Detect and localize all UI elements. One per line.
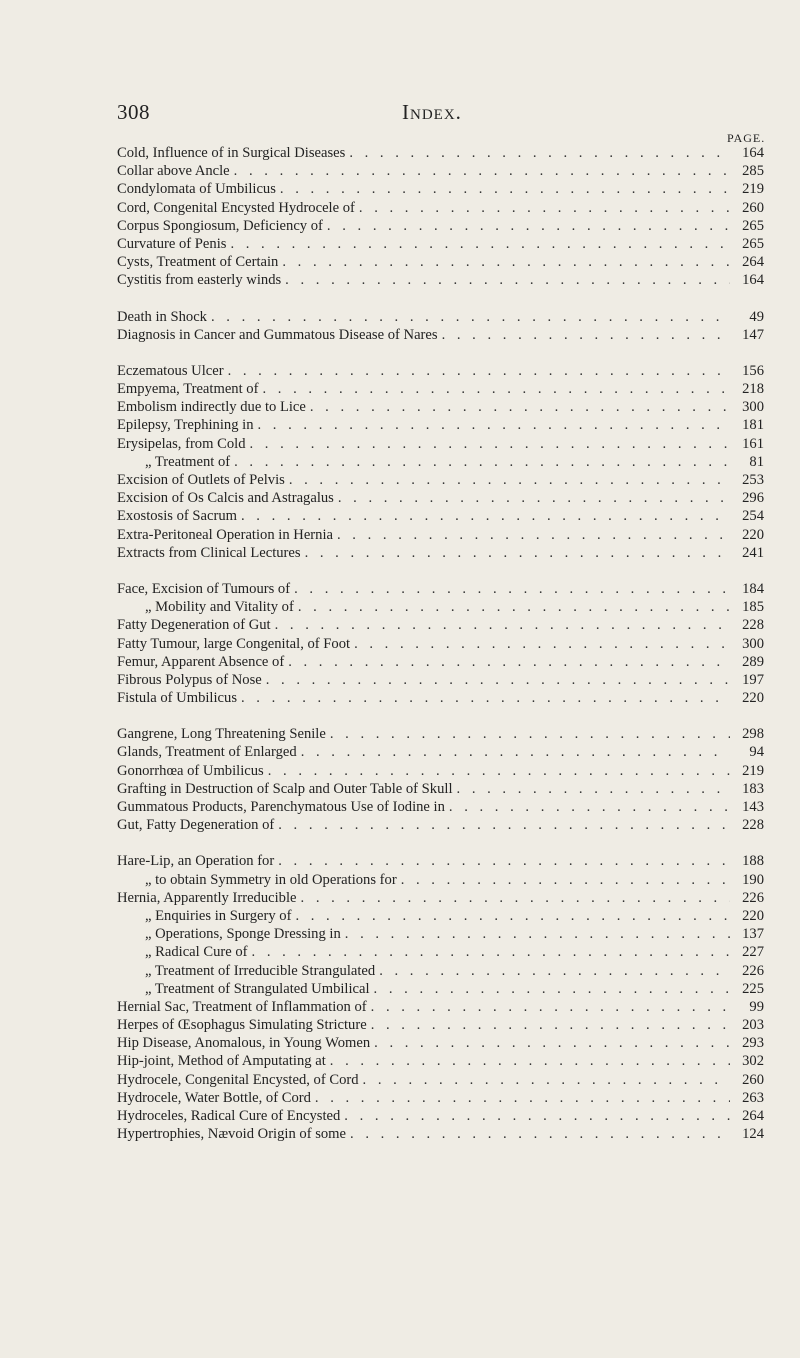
index-entry [117, 889, 764, 907]
leader-dots [246, 435, 731, 453]
leader-dots [438, 326, 730, 344]
entry-page-number: 228 [742, 817, 764, 834]
leader-dots [326, 1052, 730, 1070]
entry-page-number: 227 [742, 944, 764, 961]
entry-page-number: 143 [742, 799, 764, 815]
entry-text: Extracts from Clinical Lectures [117, 544, 301, 561]
entry-text: Excision of Outlets of Pelvis [117, 472, 285, 488]
entry-text: Corpus Spongiosum, Deficiency of [117, 217, 323, 234]
entry-page-number: 164 [742, 145, 764, 161]
leader-dots [445, 798, 730, 816]
index-entry [117, 1071, 764, 1089]
entry-page-number: 300 [742, 399, 764, 416]
index-entry [117, 780, 764, 798]
entry-page-number: 219 [742, 762, 764, 779]
index-entry [117, 689, 764, 707]
entry-page-number: 124 [742, 1126, 764, 1143]
entry-text: Empyema, Treatment of [117, 381, 259, 398]
index-entry [117, 998, 764, 1016]
leader-dots [278, 253, 730, 271]
index-entry [117, 962, 764, 980]
index-entry [117, 980, 764, 998]
entry-text: „ Enquiries in Surgery of [145, 907, 292, 924]
entry-page-number: 285 [742, 163, 764, 180]
leader-dots [297, 743, 730, 761]
leader-dots [230, 162, 730, 180]
leader-dots [254, 416, 731, 434]
index-entry [117, 416, 764, 434]
leader-dots [350, 635, 730, 653]
leader-dots [274, 816, 730, 834]
leader-dots [370, 1034, 730, 1052]
entry-page-number: 298 [742, 726, 764, 743]
entry-text: Fatty Degeneration of Gut [117, 617, 271, 634]
entry-page-number: 164 [742, 272, 764, 289]
leader-dots [333, 526, 730, 544]
index-group [117, 144, 764, 290]
index-entry [117, 598, 764, 616]
entry-page-number: 226 [742, 962, 764, 979]
leader-dots [284, 653, 730, 671]
entry-page-number: 300 [742, 635, 764, 652]
leader-dots [345, 144, 730, 162]
leader-dots [258, 380, 730, 398]
entry-page-number: 184 [742, 580, 764, 597]
entry-text: „ Treatment of [145, 453, 231, 470]
index-entry [117, 907, 764, 925]
entry-page-number: 226 [742, 889, 764, 906]
entry-text: Eczematous Ulcer [117, 362, 224, 379]
entry-text: Hip-joint, Method of Amputating at [117, 1053, 326, 1070]
index-entry [117, 489, 764, 507]
entry-page-number: 137 [742, 926, 764, 943]
entry-text: Fistula of Umbilicus [117, 690, 237, 707]
leader-dots [281, 271, 730, 289]
index-entry [117, 616, 764, 634]
entry-text: Fibrous Polypus of Nose [117, 671, 262, 688]
leader-dots [207, 308, 730, 326]
entry-text: Cysts, Treatment of Certain [117, 254, 279, 271]
entry-text: Collar above Ancle [117, 163, 230, 180]
index-entry [117, 162, 764, 180]
index-group [117, 852, 764, 1143]
index-entry [117, 453, 764, 471]
index-group [117, 725, 764, 834]
entry-page-number: 241 [742, 544, 764, 561]
leader-dots [226, 235, 730, 253]
leader-dots [290, 580, 730, 598]
index-entries [117, 144, 764, 1161]
entry-text: Femur, Apparent Absence of [117, 653, 285, 670]
entry-page-number: 181 [742, 417, 764, 434]
index-entry [117, 852, 764, 870]
entry-page-number: 197 [742, 671, 764, 688]
index-entry [117, 1125, 764, 1143]
leader-dots [359, 1071, 730, 1089]
index-entry [117, 1016, 764, 1034]
entry-page-number: 156 [742, 362, 764, 379]
entry-text: Face, Excision of Tumours of [117, 580, 291, 597]
entry-text: „ to obtain Symmetry in old Operations for [145, 871, 397, 888]
entry-text: Curvature of Penis [117, 235, 227, 252]
leader-dots [453, 780, 730, 798]
entry-text: Hernial Sac, Treatment of Inflammation of [117, 998, 367, 1015]
index-entry [117, 180, 764, 198]
entry-text: Fatty Tumour, large Congenital, of Foot [117, 635, 351, 652]
index-entry [117, 816, 764, 834]
entry-page-number: 265 [742, 217, 764, 234]
index-entry [117, 235, 764, 253]
entry-text: „ Treatment of Irreducible Strangulated [145, 962, 376, 979]
leader-dots [297, 889, 730, 907]
entry-page-number: 225 [742, 980, 764, 997]
leader-dots [370, 980, 730, 998]
index-entry [117, 507, 764, 525]
leader-dots [262, 671, 730, 689]
entry-page-number: 220 [742, 526, 764, 543]
index-entry [117, 380, 764, 398]
index-entry [117, 544, 764, 562]
leader-dots [237, 689, 730, 707]
leader-dots [291, 907, 730, 925]
entry-text: Hydrocele, Congenital Encysted, of Cord [117, 1071, 359, 1088]
leader-dots [301, 544, 730, 562]
leader-dots [306, 398, 730, 416]
entry-text: Hydroceles, Radical Cure of Encysted [117, 1108, 341, 1124]
leader-dots [375, 962, 730, 980]
index-entry [117, 435, 764, 453]
page-header [117, 100, 757, 130]
leader-dots [326, 725, 730, 743]
leader-dots [271, 616, 730, 634]
leader-dots [237, 507, 730, 525]
leader-dots [248, 943, 730, 961]
index-entry [117, 398, 764, 416]
index-entry [117, 580, 764, 598]
index-group [117, 308, 764, 344]
entry-text: Embolism indirectly due to Lice [117, 399, 306, 416]
leader-dots [323, 217, 730, 235]
entry-text: Extra-Peritoneal Operation in Hernia [117, 526, 333, 543]
index-entry [117, 762, 764, 780]
leader-dots [341, 925, 730, 943]
entry-text: Glands, Treatment of Enlarged [117, 744, 297, 761]
index-entry [117, 1052, 764, 1070]
leader-dots [274, 852, 730, 870]
entry-page-number: 161 [742, 435, 764, 452]
entry-text: Gut, Fatty Degeneration of [117, 817, 275, 834]
page-number: 308 [117, 100, 150, 124]
entry-page-number: 185 [742, 599, 764, 616]
index-entry [117, 671, 764, 689]
entry-text: Cord, Congenital Encysted Hydrocele of [117, 199, 355, 216]
entry-text: Herpes of Œsophagus Simulating Stricture [117, 1017, 367, 1034]
entry-page-number: 183 [742, 780, 764, 797]
index-entry [117, 1089, 764, 1107]
entry-page-number: 228 [742, 617, 764, 634]
entry-page-number: 302 [742, 1053, 764, 1070]
entry-text: Death in Shock [117, 308, 207, 325]
entry-text: Diagnosis in Cancer and Gummatous Disease of Nares [117, 326, 438, 343]
index-entry [117, 471, 764, 489]
entry-page-number: 264 [742, 1108, 764, 1124]
entry-page-number: 220 [742, 907, 764, 924]
leader-dots [264, 762, 730, 780]
entry-page-number: 289 [742, 653, 764, 670]
index-entry [117, 943, 764, 961]
entry-page-number: 190 [742, 871, 764, 888]
index-entry [117, 925, 764, 943]
entry-page-number: 94 [749, 744, 764, 761]
entry-text: Gangrene, Long Threatening Senile [117, 726, 326, 743]
index-entry [117, 217, 764, 235]
entry-text: Epilepsy, Trephining in [117, 417, 254, 434]
leader-dots [334, 489, 730, 507]
entry-text: Gummatous Products, Parenchymatous Use of Iodine in [117, 799, 445, 815]
page-title: Index. [402, 100, 462, 124]
index-entry [117, 271, 764, 289]
entry-page-number: 265 [742, 235, 764, 252]
leader-dots [355, 199, 730, 217]
index-entry [117, 1107, 764, 1125]
leader-dots [276, 180, 730, 198]
entry-page-number: 203 [742, 1017, 764, 1034]
entry-text: Erysipelas, from Cold [117, 435, 246, 452]
page-column-label: PAGE. [727, 131, 766, 145]
entry-page-number: 81 [749, 453, 764, 470]
entry-page-number: 99 [749, 998, 764, 1015]
index-entry [117, 144, 764, 162]
entry-text: Cold, Influence of in Surgical Diseases [117, 145, 346, 161]
entry-text: „ Radical Cure of [145, 944, 248, 961]
entry-page-number: 263 [742, 1089, 764, 1106]
entry-text: Grafting in Destruction of Scalp and Outer Table of Skull [117, 780, 453, 797]
entry-text: „ Operations, Sponge Dressing in [145, 926, 341, 943]
leader-dots [367, 1016, 730, 1034]
entry-page-number: 219 [742, 181, 764, 198]
entry-page-number: 264 [742, 254, 764, 271]
index-entry [117, 653, 764, 671]
entry-text: „ Mobility and Vitality of [145, 599, 294, 616]
leader-dots [397, 871, 730, 889]
index-entry [117, 326, 764, 344]
entry-page-number: 188 [742, 853, 764, 870]
index-entry [117, 871, 764, 889]
entry-page-number: 49 [749, 308, 764, 325]
entry-page-number: 260 [742, 199, 764, 216]
entry-text: Hernia, Apparently Irreducible [117, 889, 297, 906]
entry-page-number: 253 [742, 472, 764, 488]
entry-page-number: 296 [742, 490, 764, 507]
entry-text: Cystitis from easterly winds [117, 272, 282, 289]
entry-text: Hare-Lip, an Operation for [117, 853, 275, 870]
entry-text: Excision of Os Calcis and Astragalus [117, 490, 334, 507]
leader-dots [224, 362, 730, 380]
index-entry [117, 1034, 764, 1052]
entry-page-number: 220 [742, 690, 764, 707]
entry-text: Exostosis of Sacrum [117, 508, 237, 525]
index-entry [117, 308, 764, 326]
entry-text: Hip Disease, Anomalous, in Young Women [117, 1035, 371, 1052]
entry-page-number: 218 [742, 381, 764, 398]
leader-dots [294, 598, 730, 616]
entry-page-number: 260 [742, 1071, 764, 1088]
index-entry [117, 253, 764, 271]
index-entry [117, 362, 764, 380]
entry-text: „ Treatment of Strangulated Umbilical [145, 980, 370, 997]
entry-text: Hydrocele, Water Bottle, of Cord [117, 1089, 311, 1106]
entry-page-number: 293 [742, 1035, 764, 1052]
index-entry [117, 743, 764, 761]
leader-dots [367, 998, 730, 1016]
leader-dots [340, 1107, 730, 1125]
leader-dots [230, 453, 730, 471]
index-group [117, 580, 764, 707]
leader-dots [346, 1125, 730, 1143]
leader-dots [285, 471, 730, 489]
index-group [117, 362, 764, 562]
entry-text: Hypertrophies, Nævoid Origin of some [117, 1126, 347, 1143]
index-entry [117, 526, 764, 544]
index-entry [117, 635, 764, 653]
entry-page-number: 254 [742, 508, 764, 525]
index-entry [117, 199, 764, 217]
entry-text: Gonorrhœa of Umbilicus [117, 762, 264, 779]
entry-page-number: 147 [742, 326, 764, 343]
index-entry [117, 725, 764, 743]
entry-text: Condylomata of Umbilicus [117, 181, 276, 198]
leader-dots [311, 1089, 730, 1107]
index-entry [117, 798, 764, 816]
